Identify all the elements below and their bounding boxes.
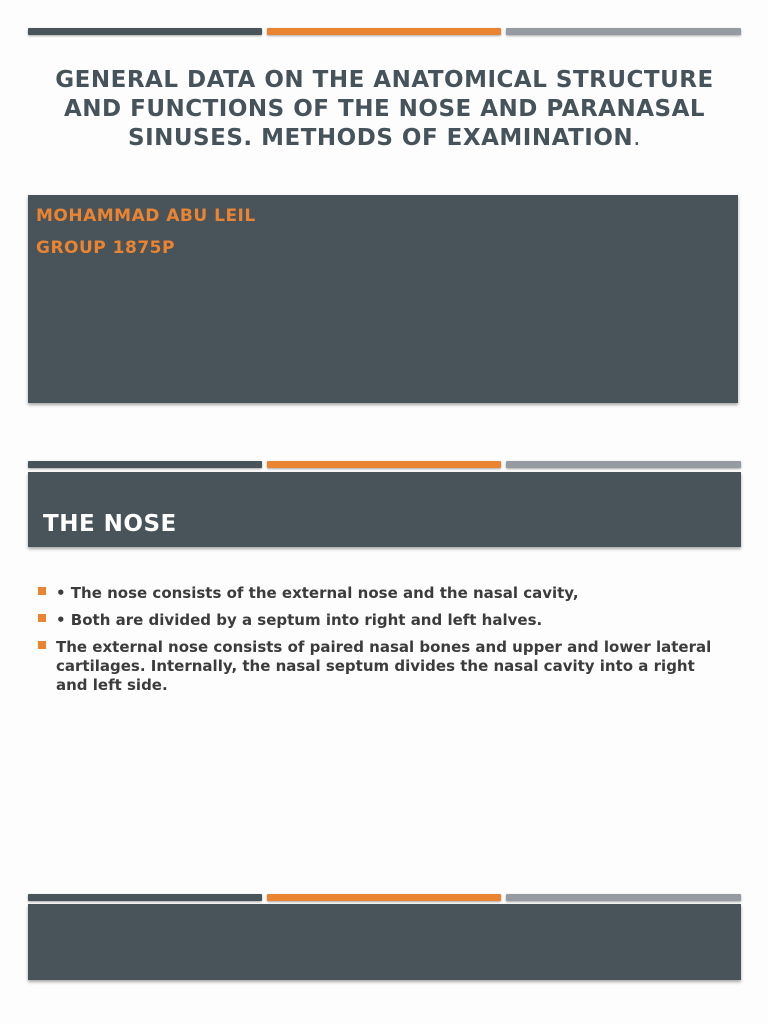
slide1-title-text: GENERAL DATA ON THE ANATOMICAL STRUCTURE AND FUNCTIONS OF THE NOSE AND PARANASAL SINUSES. METHODS OF EXAMINATION	[55, 67, 714, 151]
accent-bar-gray	[506, 461, 741, 468]
slide2-header-panel	[28, 472, 741, 547]
author-panel	[28, 195, 738, 403]
accent-bar-orange	[267, 28, 501, 35]
slide3-accent-strip	[28, 894, 741, 902]
square-bullet-icon	[38, 641, 46, 649]
accent-bar-dark	[28, 28, 262, 35]
accent-bar-gray	[506, 28, 741, 35]
bullet-text: • The nose consists of the external nose and the nasal cavity,	[56, 584, 579, 602]
accent-bar-gray	[506, 894, 741, 901]
list-item	[38, 584, 718, 603]
slide1-accent-strip	[28, 28, 741, 36]
bullet-text: The external nose consists of paired nasal bones and upper and lower lateral cartilages. Internally, the nasal septum divides the nasal cavity into a right and left side.	[56, 638, 712, 694]
slide1-title	[28, 66, 741, 153]
accent-bar-orange	[267, 461, 501, 468]
bullet-list	[38, 584, 718, 703]
accent-bar-orange	[267, 894, 501, 901]
slide3-header-panel	[28, 904, 741, 980]
list-item	[38, 611, 718, 630]
group-label: GROUP 1875P	[36, 238, 175, 258]
list-item	[38, 638, 718, 695]
square-bullet-icon	[38, 614, 46, 622]
slide2-accent-strip	[28, 461, 741, 469]
slide2-heading: THE NOSE	[43, 511, 177, 537]
bullet-text: • Both are divided by a septum into right and left halves.	[56, 611, 543, 629]
accent-bar-dark	[28, 461, 262, 468]
slide1-title-period: .	[633, 125, 641, 151]
accent-bar-dark	[28, 894, 262, 901]
author-name: MOHAMMAD ABU LEIL	[36, 206, 256, 226]
square-bullet-icon	[38, 587, 46, 595]
